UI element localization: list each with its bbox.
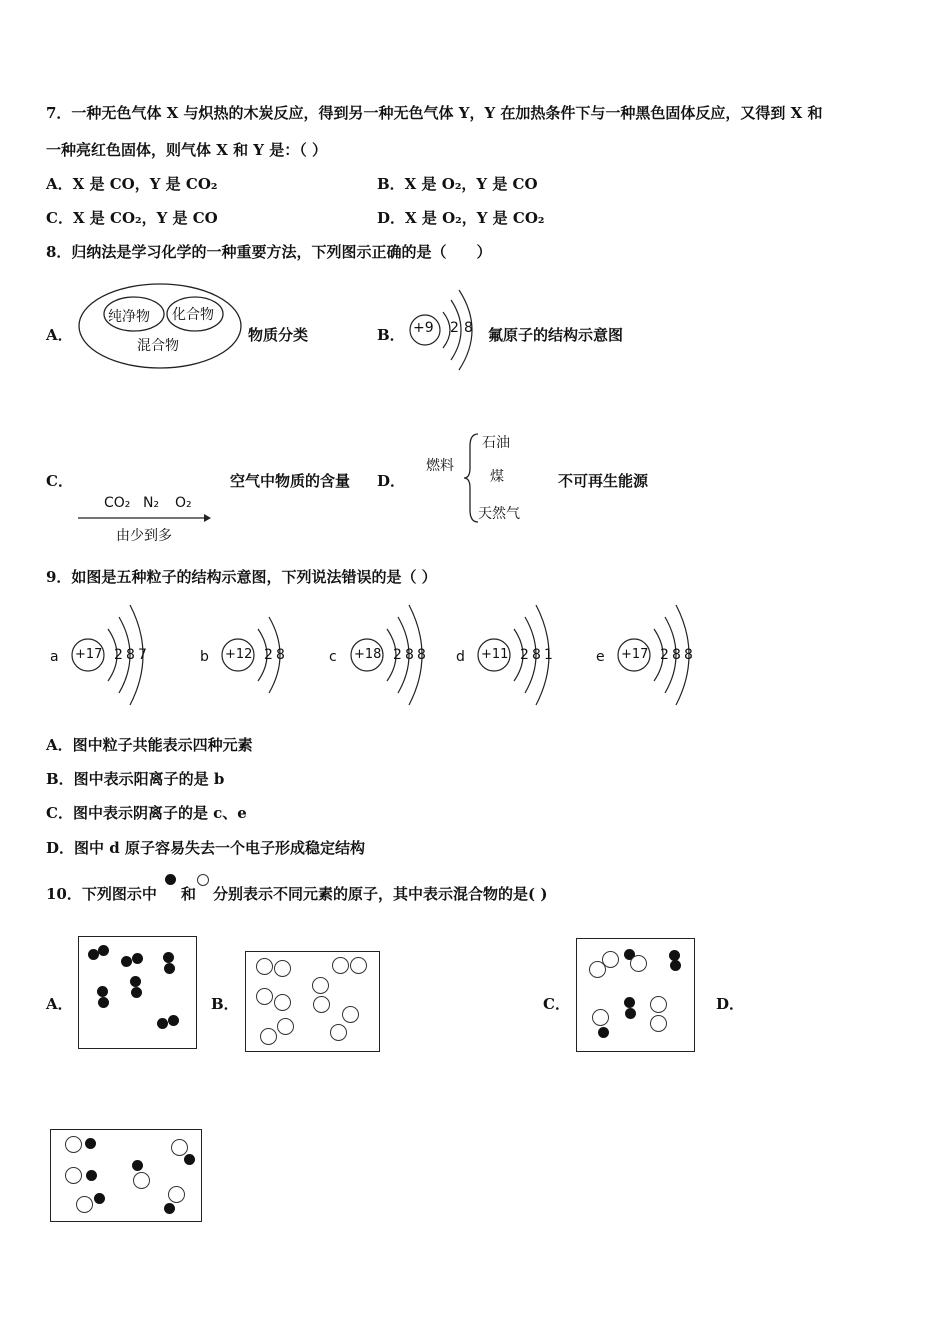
q9-particle-label: c: [329, 649, 337, 665]
q9-shell-electron-count: 8: [417, 647, 426, 663]
q8-d-coal: 煤: [490, 469, 504, 485]
q8-option-b-label[interactable]: B．: [377, 326, 405, 344]
q8-c-gas-co2: CO₂: [104, 495, 131, 511]
q9-shell-electron-count: 8: [532, 647, 541, 663]
q8-d-fuel: 燃料: [426, 458, 454, 474]
white-atom-icon: [197, 874, 209, 886]
q8-c-arrow-label: 由少到多: [116, 528, 172, 544]
fluorine-shell-2: 8: [464, 320, 473, 336]
q9-particle-label: e: [596, 649, 605, 665]
q7-stem-line1: 7．一种无色气体 X 与炽热的木炭反应，得到另一种无色气体 Y，Y 在加热条件下与一种黑色固体反应，又得到 X 和: [46, 104, 823, 122]
q9-shell-electron-count: 8: [276, 647, 285, 663]
q8-d-caption: 不可再生能源: [558, 472, 649, 490]
q7-option-d[interactable]: D．X 是 O₂，Y 是 CO₂: [377, 209, 545, 227]
q10-option-a-label[interactable]: A．: [46, 995, 73, 1013]
q8-c-gas-o2: O₂: [175, 495, 192, 511]
q10-box-c[interactable]: [576, 938, 695, 1052]
q9-shell-electron-count: 8: [405, 647, 414, 663]
q9-stem: 9．如图是五种粒子的结构示意图，下列说法错误的是（ ）: [46, 568, 437, 586]
q8-option-c-label[interactable]: C．: [46, 472, 73, 490]
q8-c-caption: 空气中物质的含量: [230, 472, 351, 490]
fluorine-nucleus: +9: [413, 320, 434, 336]
q9-particle-label: a: [50, 649, 59, 665]
q8-classification-diagram: [78, 282, 244, 370]
q8-option-a-label[interactable]: A．: [46, 326, 73, 344]
q9-option-c[interactable]: C．图中表示阴离子的是 c、e: [46, 804, 247, 822]
fluorine-shell-1: 2: [450, 320, 459, 336]
q10-stem-pre: 10．下列图示中: [46, 885, 157, 903]
q9-shell-electron-count: 2: [114, 647, 123, 663]
q9-shell-electron-count: 2: [393, 647, 402, 663]
q10-box-a[interactable]: [78, 936, 197, 1049]
q8-a-pure-substance: 纯净物: [108, 309, 150, 325]
q10-option-d-label[interactable]: D．: [716, 995, 745, 1013]
q8-option-d-label[interactable]: D．: [377, 472, 406, 490]
q10-stem-post: 分别表示不同元素的原子，其中表示混合物的是( ): [213, 885, 548, 903]
q9-shell-electron-count: 2: [264, 647, 273, 663]
q7-option-c[interactable]: C．X 是 CO₂，Y 是 CO: [46, 209, 218, 227]
q9-option-b[interactable]: B．图中表示阳离子的是 b: [46, 770, 225, 788]
q9-option-d[interactable]: D．图中 d 原子容易失去一个电子形成稳定结构: [46, 839, 365, 857]
q8-stem: 8．归纳法是学习化学的一种重要方法，下列图示正确的是（ ）: [46, 243, 492, 261]
q7-option-b[interactable]: B．X 是 O₂，Y 是 CO: [377, 175, 538, 193]
q10-stem-and: 和: [181, 885, 197, 903]
q8-d-natural-gas: 天然气: [478, 506, 520, 522]
q8-a-caption: 物质分类: [248, 326, 309, 344]
q10-option-c-label[interactable]: C．: [543, 995, 570, 1013]
q9-shell-electron-count: 2: [660, 647, 669, 663]
q9-particle-label: d: [456, 649, 465, 665]
q9-particle-label: b: [200, 649, 209, 665]
q9-nucleus-charge: +18: [354, 647, 382, 662]
q9-nucleus-charge: +11: [481, 647, 509, 662]
q9-shell-electron-count: 8: [126, 647, 135, 663]
arrow-right-icon: [78, 512, 212, 524]
q8-d-petroleum: 石油: [482, 435, 510, 451]
q8-b-caption: 氟原子的结构示意图: [488, 326, 624, 344]
q7-option-a[interactable]: A．X 是 CO，Y 是 CO₂: [46, 175, 218, 193]
q9-nucleus-charge: +17: [75, 647, 103, 662]
q9-nucleus-charge: +12: [225, 647, 253, 662]
black-atom-icon: [165, 874, 176, 885]
q8-a-compound: 化合物: [172, 307, 214, 323]
q8-a-mixture: 混合物: [137, 338, 179, 354]
q9-nucleus-charge: +17: [621, 647, 649, 662]
q9-shell-electron-count: 7: [138, 647, 147, 663]
q9-shell-electron-count: 1: [544, 647, 553, 663]
q9-shell-electron-count: 8: [684, 647, 693, 663]
q7-stem-line2: 一种亮红色固体，则气体 X 和 Y 是：（ ）: [46, 141, 327, 159]
q10-box-d[interactable]: [50, 1129, 202, 1222]
q9-option-a[interactable]: A．图中粒子共能表示四种元素: [46, 736, 253, 754]
q9-shell-electron-count: 2: [520, 647, 529, 663]
q9-shell-electron-count: 8: [672, 647, 681, 663]
q8-c-gas-n2: N₂: [143, 495, 160, 511]
q10-box-b[interactable]: [245, 951, 380, 1052]
q10-option-b-label[interactable]: B．: [211, 995, 239, 1013]
